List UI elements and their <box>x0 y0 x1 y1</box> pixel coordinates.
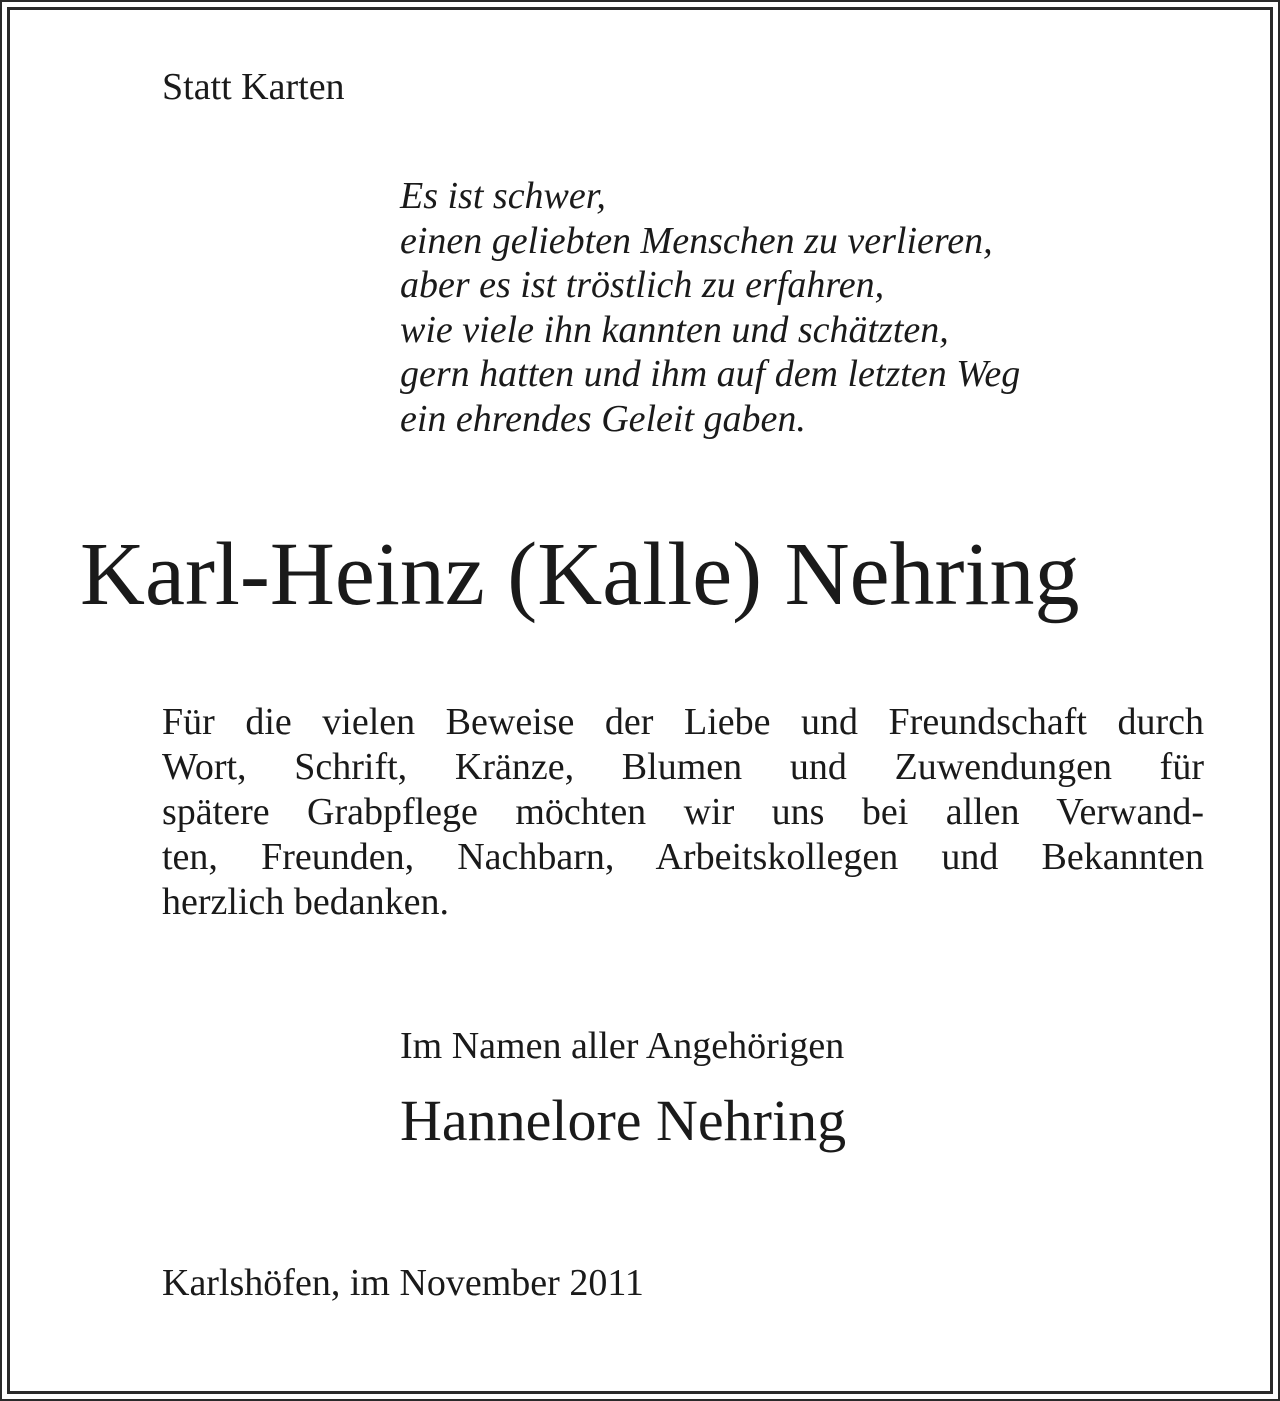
poem-line: ein ehrendes Geleit gaben. <box>400 397 806 440</box>
poem <box>400 174 1020 441</box>
body-line: Für die vielen Beweise der Liebe und Freundschaft durch <box>162 701 1204 743</box>
thank-you-text <box>162 700 1204 925</box>
poem-line: einen geliebten Menschen zu verlieren, <box>400 219 993 262</box>
place-date: Karlshöfen, im November 2011 <box>162 1262 644 1304</box>
deceased-name: Karl-Heinz (Kalle) Nehring <box>80 525 1080 624</box>
poem-line: aber es ist tröstlich zu erfahren, <box>400 264 885 306</box>
poem-line: gern hatten und ihm auf dem letzten Weg <box>400 353 1021 395</box>
body-line: spätere Grabpflege möchten wir uns bei allen Verwand- <box>162 791 1204 833</box>
poem-line: wie viele ihn kannten und schätzten, <box>400 308 949 351</box>
body-line: ten, Freunden, Nachbarn, Arbeitskollegen und Bekannten <box>162 836 1204 878</box>
signature-intro: Im Namen aller Angehörigen <box>400 1025 845 1067</box>
header-statt-karten: Statt Karten <box>162 66 345 108</box>
body-line: Wort, Schrift, Kränze, Blumen und Zuwendungen für <box>162 746 1204 788</box>
body-line: herzlich bedanken. <box>162 881 449 923</box>
poem-line: Es ist schwer, <box>400 175 606 217</box>
signature-name: Hannelore Nehring <box>400 1088 847 1153</box>
